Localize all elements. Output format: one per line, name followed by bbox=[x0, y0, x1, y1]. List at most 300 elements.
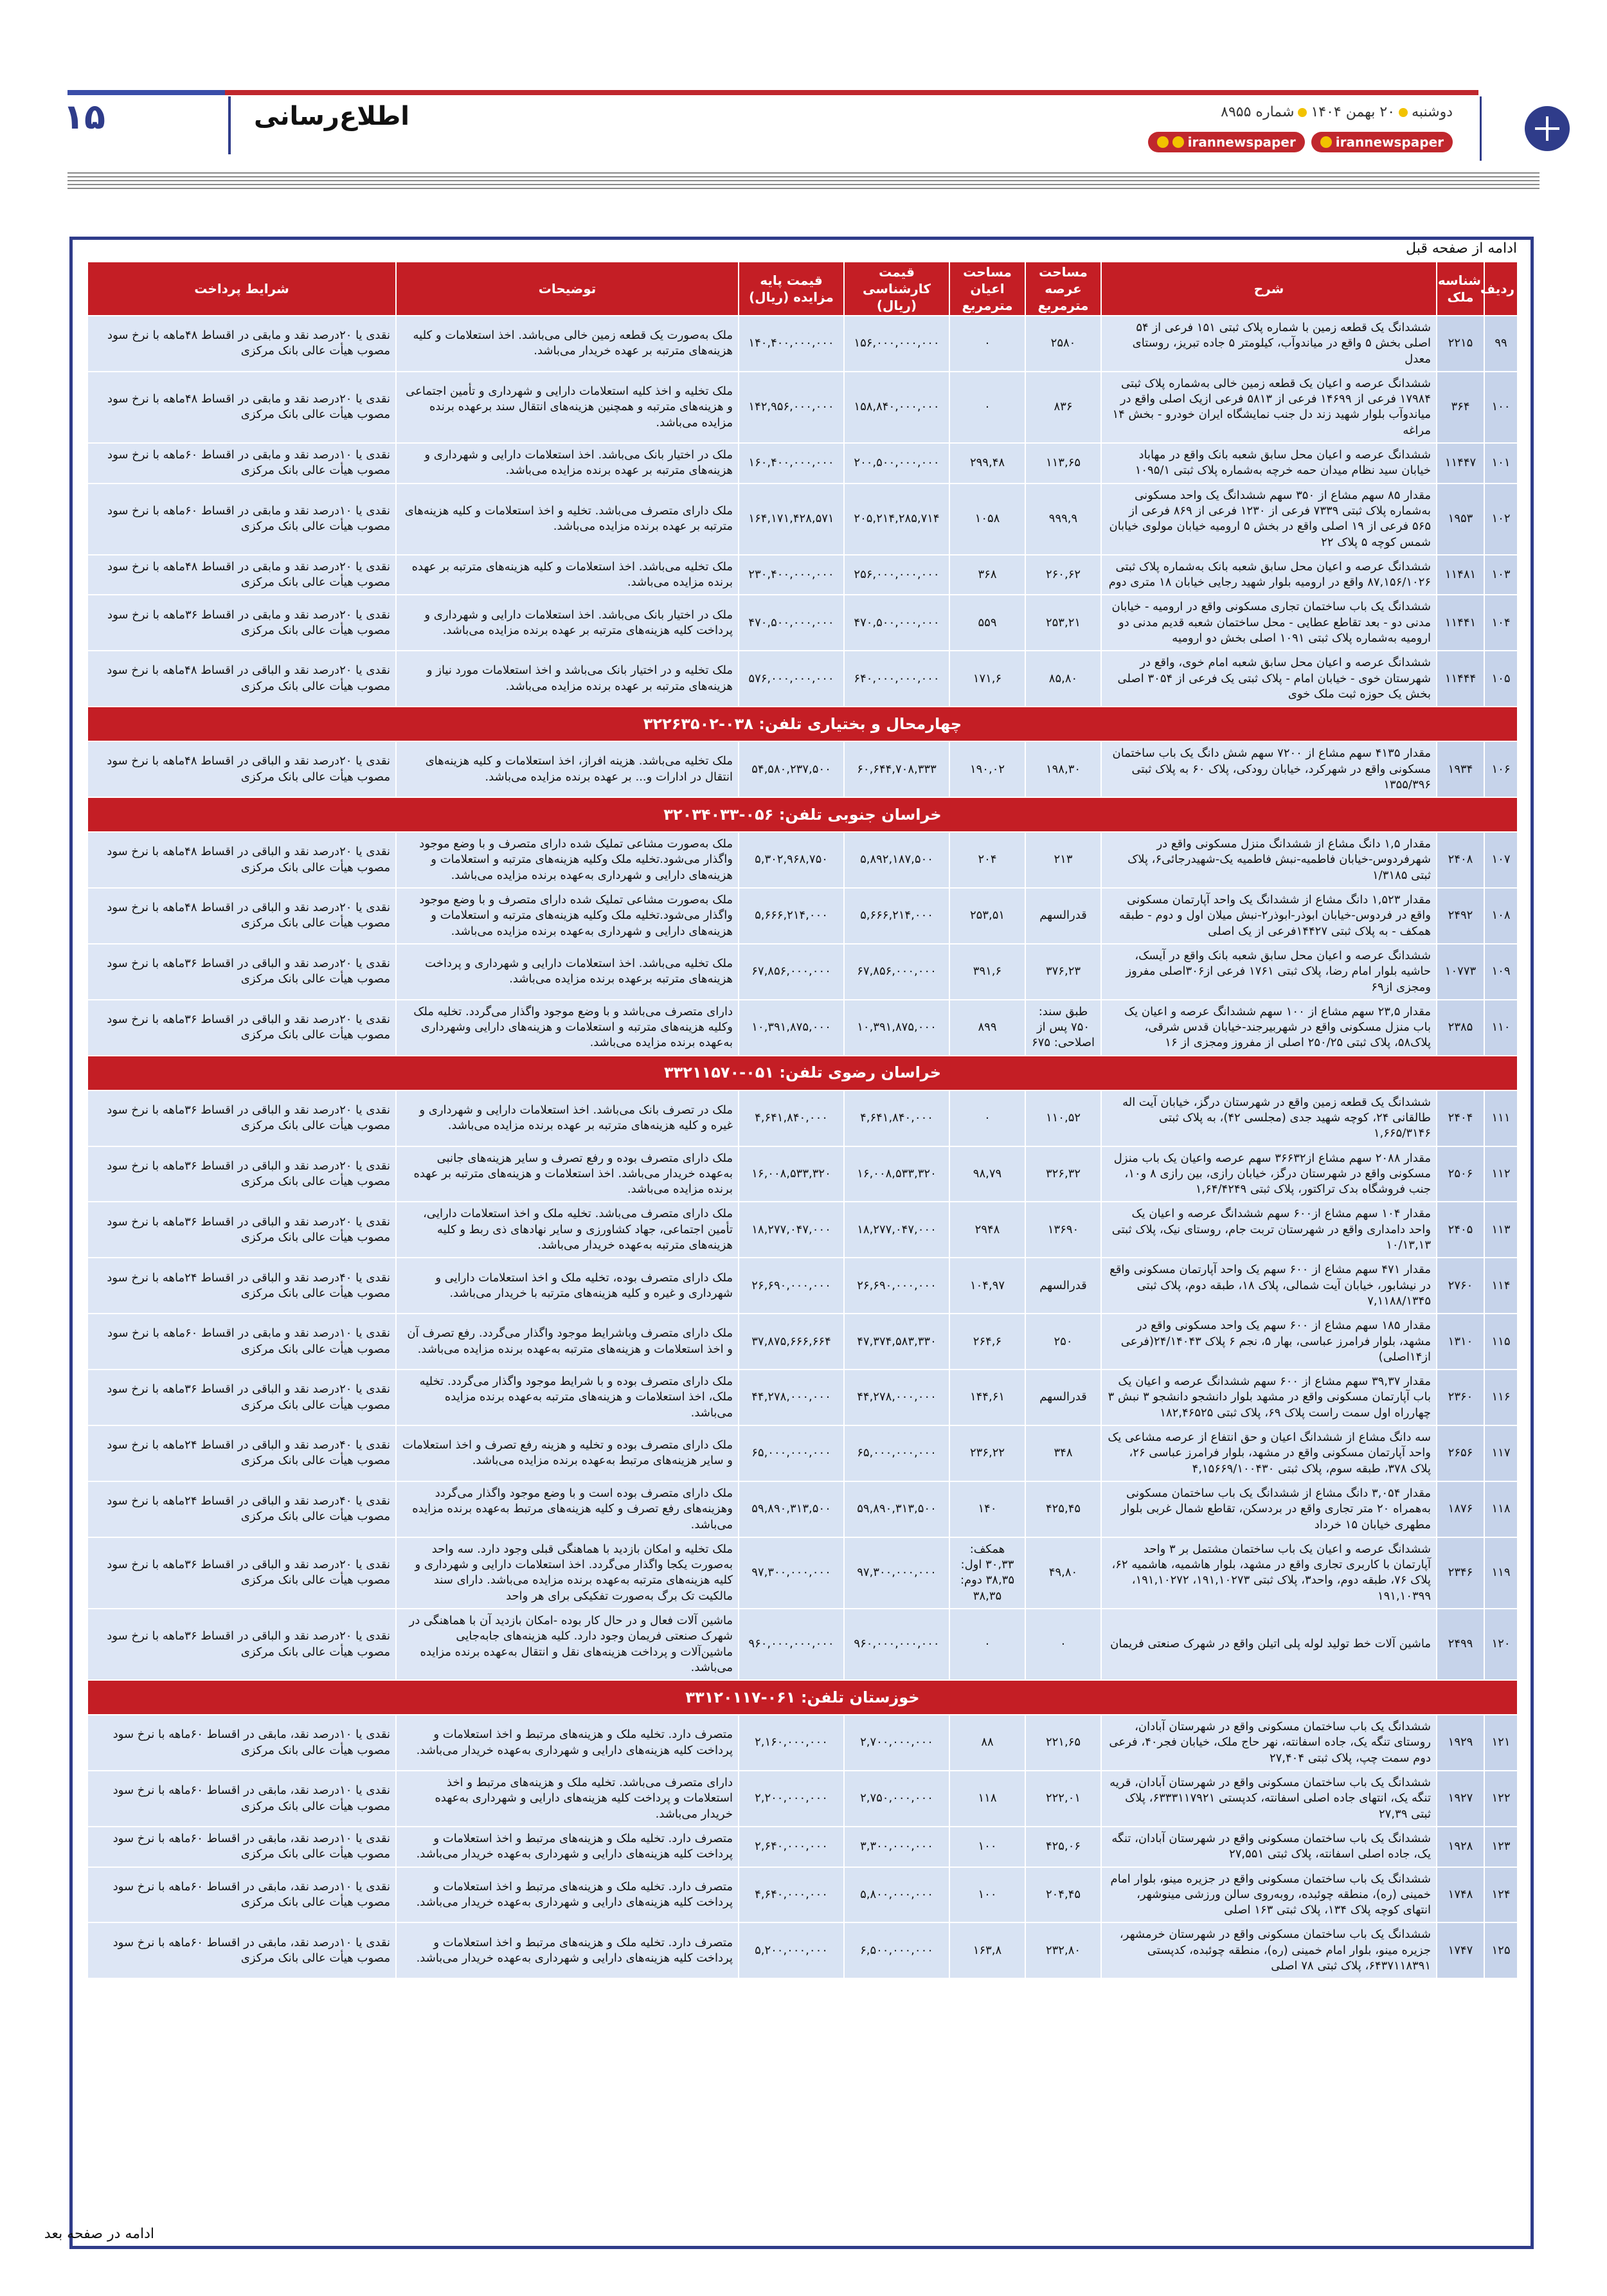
cell-base: ۲۶,۶۹۰,۰۰۰,۰۰۰ bbox=[739, 1258, 844, 1314]
table-row bbox=[87, 484, 1518, 555]
cell-arse: ۸۵,۸۰ bbox=[1025, 651, 1101, 707]
cell-no: ۱۱۸ bbox=[1484, 1481, 1518, 1537]
cell-ayan: ۲۵۳,۵۱ bbox=[949, 888, 1025, 944]
table-row bbox=[87, 1314, 1518, 1369]
cell-expert: ۱۶,۰۰۸,۵۳۳,۳۲۰ bbox=[844, 1146, 949, 1202]
cell-terms: نقدی یا ۲۰درصد نقد و مابقی در اقساط ۴۸ماهه با نرخ سود مصوب هیأت عالی بانک مرکزی bbox=[87, 316, 396, 372]
cell-arse: ۳۴۸ bbox=[1025, 1425, 1101, 1481]
cell-base: ۱۶۴,۱۷۱,۴۲۸,۵۷۱ bbox=[739, 484, 844, 555]
cell-ayan: ۱۴۰ bbox=[949, 1481, 1025, 1537]
cell-no: ۱۲۳ bbox=[1484, 1827, 1518, 1867]
table-row bbox=[87, 1771, 1518, 1827]
cell-ayan: ۱۰۴,۹۷ bbox=[949, 1258, 1025, 1314]
cell-terms: نقدی یا ۱۰درصد نقد، مابقی در اقساط ۶۰ماهه با نرخ سود مصوب هیأت عالی بانک مرکزی bbox=[87, 1715, 396, 1771]
column-header: قیمت کارشناسی (ریال) bbox=[844, 262, 949, 316]
cell-base: ۱۸,۲۷۷,۰۴۷,۰۰۰ bbox=[739, 1202, 844, 1258]
cell-id: ۳۶۴ bbox=[1437, 372, 1484, 443]
cell-desc: مقدار ۱۸۵ سهم مشاع از ۶۰۰ سهم یک واحد مسکونی واقع در مشهد، بلوار فرامرز عباسی، بهار ۵، نجم ۶ پلاک ۲۴/۱۴۰۴۳(فرعی از۱۴اصلی) bbox=[1101, 1314, 1437, 1369]
cell-arse: ۰ bbox=[1025, 1609, 1101, 1680]
cell-expert: ۵,۸۹۲,۱۸۷,۵۰۰ bbox=[844, 832, 949, 888]
date-line bbox=[1221, 104, 1453, 120]
cell-arse: ۱۱۰,۵۲ bbox=[1025, 1090, 1101, 1146]
cell-id: ۲۳۸۵ bbox=[1437, 1000, 1484, 1056]
cell-notes: ملک دارای متصرف می‌باشد. تخلیه ملک و اخذ استعلامات دارایی، تأمین اجتماعی، جهاد کشاورزی و سایر نهادهای ذی ربط و کلیه هزینه‌های مترتبه به‌عهده خریدار می‌باشد. bbox=[396, 1202, 739, 1258]
cell-desc: مقدار ۱,۵ دانگ مشاع از ششدانگ منزل مسکونی واقع در شهرفردوس-خیابان فاطمیه-نبش فاطمیه یک-شهیدرجائی۶، پلاک ثبتی ۱/۳۱۸۵ bbox=[1101, 832, 1437, 888]
cell-expert: ۲۰۵,۲۱۴,۲۸۵,۷۱۴ bbox=[844, 484, 949, 555]
cell-desc: ششدانگ عرصه و اعیان محل سابق شعبه امام خوی، واقع در شهرستان خوی - خیابان امام - پلاک ثبتی یک فرعی از ۳۰۵۴ اصلی بخش یک حوزه ثبت ملک خوی bbox=[1101, 651, 1437, 707]
continued-to: ادامه در صفحه بعد bbox=[44, 2226, 154, 2242]
cell-base: ۵۷۶,۰۰۰,۰۰۰,۰۰۰ bbox=[739, 651, 844, 707]
cell-no: ۱۱۱ bbox=[1484, 1090, 1518, 1146]
cell-id: ۲۴۰۸ bbox=[1437, 832, 1484, 888]
cell-notes: ملک دارای متصرف بوده و با شرایط موجود واگذار می‌گردد. تخلیه ملک، اخذ استعلامات و هزینه‌های مترتبه به‌عهده برنده مزایده می‌باشد. bbox=[396, 1369, 739, 1425]
cell-desc: مقدار ۳,۰۵۴ دانگ مشاع از ششدانگ یک باب ساختمان مسکونی به‌همراه ۲۰ متر تجاری واقع در بردسکن، تقاطع شمال غربی بلوار مطهری خیابان ۱۵ خرداد bbox=[1101, 1481, 1437, 1537]
cell-ayan: ۰ bbox=[949, 372, 1025, 443]
cell-no: ۱۰۳ bbox=[1484, 555, 1518, 595]
cell-terms: نقدی یا ۲۰درصد نقد و الباقی در اقساط ۳۶ماهه با نرخ سود مصوب هیأت عالی بانک مرکزی bbox=[87, 1369, 396, 1425]
cell-terms: نقدی یا ۲۰درصد نقد و الباقی در اقساط ۳۶ماهه با نرخ سود مصوب هیأت عالی بانک مرکزی bbox=[87, 1537, 396, 1609]
cell-arse: ۴۹,۸۰ bbox=[1025, 1537, 1101, 1609]
table-row bbox=[87, 1425, 1518, 1481]
cell-id: ۲۴۹۹ bbox=[1437, 1609, 1484, 1680]
cell-ayan: ۱۹۰,۰۲ bbox=[949, 741, 1025, 797]
cell-expert: ۵۹,۸۹۰,۳۱۳,۵۰۰ bbox=[844, 1481, 949, 1537]
cell-arse: قدرالسهم bbox=[1025, 1369, 1101, 1425]
cell-ayan: ۵۵۹ bbox=[949, 595, 1025, 651]
cell-desc: مقدار ۱۰۴ سهم مشاع از۶۰۰ سهم ششدانگ عرصه و اعیان یک واحد دامداری واقع در شهرستان تربت جام، روستای نیک، پلاک ثبتی ۱۰/۱۳,۱۳ bbox=[1101, 1202, 1437, 1258]
cell-id: ۱۱۴۸۱ bbox=[1437, 555, 1484, 595]
cell-base: ۶۷,۸۵۶,۰۰۰,۰۰۰ bbox=[739, 944, 844, 1000]
cell-ayan: ۱۰۵۸ bbox=[949, 484, 1025, 555]
table-row bbox=[87, 555, 1518, 595]
cell-terms: نقدی یا ۲۰درصد نقد و الباقی در اقساط ۴۸ماهه با نرخ سود مصوب هیأت عالی بانک مرکزی bbox=[87, 741, 396, 797]
cell-notes: ملک در اختیار بانک می‌باشد. اخذ استعلامات دارایی و شهرداری و پرداخت کلیه هزینه‌های مترتبه بر عهده برنده مزایده می‌باشد. bbox=[396, 595, 739, 651]
table-row bbox=[87, 944, 1518, 1000]
table-row bbox=[87, 1090, 1518, 1146]
cell-desc: مقدار ۴۱۳۵ سهم مشاع از ۷۲۰۰ سهم شش دانگ یک باب ساختمان مسکونی واقع در شهرکرد، خیابان رودکی، پلاک ۶۰ به پلاک ثبتی ۱۳۵۵/۳۹۶ bbox=[1101, 741, 1437, 797]
cell-id: ۲۲۱۵ bbox=[1437, 316, 1484, 372]
cell-ayan: ۰ bbox=[949, 1609, 1025, 1680]
table-row bbox=[87, 888, 1518, 944]
cell-terms: نقدی یا ۲۰درصد نقد و مابقی در اقساط ۴۸ماهه با نرخ سود مصوب هیأت عالی بانک مرکزی bbox=[87, 372, 396, 443]
table-row bbox=[87, 1146, 1518, 1202]
cell-notes: ماشین آلات فعال و در حال کار بوده -امکان بازدید آن با هماهنگی در شهرک صنعتی فریمان وجود دارد. کلیه هزینه‌های جابه‌جایی ماشین‌آلات و پرداخت هزینه‌های نقل و انتقال به‌عهده برنده مزایده می‌باشد. bbox=[396, 1609, 739, 1680]
cell-desc: ششدانگ یک باب ساختمان مسکونی واقع در شهرستان آبادان، تنگه یک، جاده اصلی اسفانته، پلاک ثبتی ۲۷,۵۵۱ bbox=[1101, 1827, 1437, 1867]
cell-expert: ۶۵,۰۰۰,۰۰۰,۰۰۰ bbox=[844, 1425, 949, 1481]
table-header-row bbox=[87, 262, 1518, 316]
cell-ayan: ۲۰۴ bbox=[949, 832, 1025, 888]
cell-base: ۱۴۲,۹۵۶,۰۰۰,۰۰۰ bbox=[739, 372, 844, 443]
cell-base: ۹۶۰,۰۰۰,۰۰۰,۰۰۰ bbox=[739, 1609, 844, 1680]
cell-expert: ۴۷,۳۷۴,۵۸۳,۳۳۰ bbox=[844, 1314, 949, 1369]
region-title: خوزستان تلفن: ۰۶۱-۳۳۱۲۰۱۱۷ bbox=[87, 1680, 1518, 1715]
cell-notes: ملک تخلیه و امکان بازدید با هماهنگی قبلی وجود دارد. سه واحد به‌صورت یکجا واگذار می‌گردد. اخذ استعلامات دارایی و شهرداری و کلیه هزینه‌های مترتبه به‌عهده برنده مزایده می‌باشد. دارای سند مالکیت تک برگ به‌صورت تفکیکی برای هر واحد bbox=[396, 1537, 739, 1609]
cell-expert: ۶۴۰,۰۰۰,۰۰۰,۰۰۰ bbox=[844, 651, 949, 707]
cell-id: ۱۸۷۶ bbox=[1437, 1481, 1484, 1537]
cell-notes: ملک به‌صورت مشاعی تملیک شده دارای متصرف و با وضع موجود واگذار می‌شود.تخلیه ملک وکلیه هزینه‌های مترتبه و استعلامات و هزینه‌های دارایی و شهرداری به‌عهده برنده مزایده می‌باشد. bbox=[396, 888, 739, 944]
table-row bbox=[87, 443, 1518, 484]
cell-base: ۴,۶۴۱,۸۴۰,۰۰۰ bbox=[739, 1090, 844, 1146]
cell-desc: ششدانگ عرصه و اعیان محل سابق شعبه بانک واقع در آیسک، حاشیه بلوار امام رضا، پلاک ثبتی ۱۷۶۱ فرعی از۳۰۶اصلی مفروز ومجزی از۶۹ bbox=[1101, 944, 1437, 1000]
cell-no: ۱۱۹ bbox=[1484, 1537, 1518, 1609]
cell-arse: ۲۲۲,۰۱ bbox=[1025, 1771, 1101, 1827]
region-header-row bbox=[87, 1680, 1518, 1715]
cell-base: ۱۰,۳۹۱,۸۷۵,۰۰۰ bbox=[739, 1000, 844, 1056]
region-header-row bbox=[87, 797, 1518, 832]
table-row bbox=[87, 1537, 1518, 1609]
cell-desc: ششدانگ عرصه و اعیان محل سابق شعبه بانک واقع در مهاباد خیابان سید نظام میدان حمه خرچه به‌شماره پلاک ثبتی ۱۰۹۵/۱ bbox=[1101, 443, 1437, 484]
cell-ayan: ۱۴۴,۶۱ bbox=[949, 1369, 1025, 1425]
cell-base: ۵,۲۰۰,۰۰۰,۰۰۰ bbox=[739, 1922, 844, 1978]
cell-id: ۱۷۴۸ bbox=[1437, 1867, 1484, 1923]
cell-notes: ملک دارای متصرف می‌باشد. تخلیه و اخذ استعلامات و کلیه هزینه‌های مترتبه بر عهده برنده مزایده می‌باشد. bbox=[396, 484, 739, 555]
cell-terms: نقدی یا ۱۰درصد نقد، مابقی در اقساط ۶۰ماهه با نرخ سود مصوب هیأت عالی بانک مرکزی bbox=[87, 1827, 396, 1867]
cell-desc: ششدانگ یک قطعه زمین با شماره پلاک ثبتی ۱۵۱ فرعی از ۵۴ اصلی بخش ۵ واقع در میاندوآب، کیلومتر ۵ جاده تبریز، روستای معدل bbox=[1101, 316, 1437, 372]
cell-no: ۱۱۲ bbox=[1484, 1146, 1518, 1202]
cell-id: ۱۹۲۸ bbox=[1437, 1827, 1484, 1867]
cell-notes: ملک در اختیار بانک می‌باشد. اخذ استعلامات دارایی و شهرداری و هزینه‌های مترتبه بر عهده برنده مزایده می‌باشد. bbox=[396, 443, 739, 484]
cell-expert: ۴۷۰,۵۰۰,۰۰۰,۰۰۰ bbox=[844, 595, 949, 651]
cell-no: ۱۰۵ bbox=[1484, 651, 1518, 707]
cell-id: ۱۳۱۰ bbox=[1437, 1314, 1484, 1369]
cell-arse: ۱۹۸,۳۰ bbox=[1025, 741, 1101, 797]
cell-notes: ملک به‌صورت یک قطعه زمین خالی می‌باشد. اخذ استعلامات و کلیه هزینه‌های مترتبه بر عهده خریدار می‌باشد. bbox=[396, 316, 739, 372]
cell-no: ۱۱۳ bbox=[1484, 1202, 1518, 1258]
cell-expert: ۵,۸۰۰,۰۰۰,۰۰۰ bbox=[844, 1867, 949, 1923]
cell-desc: ششدانگ یک باب ساختمان مسکونی واقع در شهرستان آبادان، روستای تنگه یک، جاده اسفانته، نهر حاج ملک، خیابان فجر۴۰، فرعی دوم سمت چپ، پلاک ثبتی ۲۷,۴۰۴ bbox=[1101, 1715, 1437, 1771]
cell-arse: ۱۱۳,۶۵ bbox=[1025, 443, 1101, 484]
cell-expert: ۵,۶۶۶,۲۱۴,۰۰۰ bbox=[844, 888, 949, 944]
cell-id: ۱۹۲۹ bbox=[1437, 1715, 1484, 1771]
table-row bbox=[87, 1258, 1518, 1314]
cell-base: ۱۶۰,۴۰۰,۰۰۰,۰۰۰ bbox=[739, 443, 844, 484]
region-title: چهارمحال و بختیاری تلفن: ۰۳۸-۳۲۲۶۳۵۰۲ bbox=[87, 707, 1518, 741]
cell-terms: نقدی یا ۱۰درصد نقد، مابقی در اقساط ۶۰ماهه با نرخ سود مصوب هیأت عالی بانک مرکزی bbox=[87, 1922, 396, 1978]
cell-notes: ملک دارای متصرف بوده است و با وضع موجود واگذار می‌گردد وهزینه‌های رفع تصرف و کلیه هزینه‌های مرتبط به‌عهده برنده مزایده می‌باشد. bbox=[396, 1481, 739, 1537]
cell-base: ۲,۲۰۰,۰۰۰,۰۰۰ bbox=[739, 1771, 844, 1827]
cell-base: ۲,۱۶۰,۰۰۰,۰۰۰ bbox=[739, 1715, 844, 1771]
cell-no: ۱۲۲ bbox=[1484, 1771, 1518, 1827]
cell-no: ۱۲۰ bbox=[1484, 1609, 1518, 1680]
weekday: دوشنبه bbox=[1412, 104, 1453, 120]
column-header: توضیحات bbox=[396, 262, 739, 316]
cell-base: ۵,۳۰۲,۹۶۸,۷۵۰ bbox=[739, 832, 844, 888]
table-row bbox=[87, 595, 1518, 651]
cell-ayan: ۱۱۸ bbox=[949, 1771, 1025, 1827]
cell-desc: ششدانگ عرصه و اعیان یک قطعه زمین خالی به‌شماره پلاک ثبتی ۱۷۹۸۴ فرعی از ۱۴۶۹۹ فرعی از ۵۸۱۳ فرعی ازیک اصلی واقع در میاندوآب بلوار شهید زند دل جنب نمایشگاه ایران خودرو - بخش ۱۴ مراغه bbox=[1101, 372, 1437, 443]
instagram-icon bbox=[1172, 136, 1184, 148]
cell-base: ۱۶,۰۰۸,۵۳۳,۳۲۰ bbox=[739, 1146, 844, 1202]
header-divider bbox=[228, 96, 231, 154]
cell-expert: ۴۴,۲۷۸,۰۰۰,۰۰۰ bbox=[844, 1369, 949, 1425]
cell-notes: دارای متصرف می‌باشد و با وضع موجود واگذار می‌گردد. تخلیه ملک وکلیه هزینه‌های مترتبه و استعلامات و هزینه‌های دارایی وشهرداری به‌عهده برنده مزایده می‌باشد. bbox=[396, 1000, 739, 1056]
social-site[interactable]: irannewspaper bbox=[1311, 132, 1453, 152]
cell-ayan: ۲۹۹,۴۸ bbox=[949, 443, 1025, 484]
cell-arse: ۳۲۶,۳۲ bbox=[1025, 1146, 1101, 1202]
cell-id: ۱۹۵۳ bbox=[1437, 484, 1484, 555]
cell-notes: متصرف دارد. تخلیه ملک و هزینه‌های مرتبط و اخذ استعلامات و پرداخت کلیه هزینه‌های دارایی و شهرداری به‌عهده خریدار می‌باشد. bbox=[396, 1922, 739, 1978]
cell-terms: نقدی یا ۲۰درصد نقد و الباقی در اقساط ۳۶ماهه با نرخ سود مصوب هیأت عالی بانک مرکزی bbox=[87, 1146, 396, 1202]
header-rule-blue bbox=[67, 90, 225, 95]
cell-notes: ملک تخلیه و در اختیار بانک می‌باشد و اخذ استعلامات مورد نیاز و هزینه‌های مترتبه بر عهده برنده مزایده می‌باشد. bbox=[396, 651, 739, 707]
cell-terms: نقدی یا ۱۰درصد نقد و مابقی در اقساط ۶۰ماهه با نرخ سود مصوب هیأت عالی بانک مرکزی bbox=[87, 1314, 396, 1369]
cell-desc: ششدانگ عرصه و اعیان یک باب ساختمان مشتمل بر ۳ واحد آپارتمان با کاربری تجاری واقع در مشهد، بلوار هاشمیه، هاشمیه ۶۲، پلاک ۷۶، طبقه دوم، واحد۳، پلاک ثبتی ۱۹۱,۱۰۲۷۳، ۱۹۱,۱۰۲۷۲، ۱۹۱,۱۰۳۹۹ bbox=[1101, 1537, 1437, 1609]
page-number: ۱۵ bbox=[63, 96, 105, 137]
cell-base: ۵۴,۵۸۰,۲۳۷,۵۰۰ bbox=[739, 741, 844, 797]
column-header: مساحت اعیان مترمربع bbox=[949, 262, 1025, 316]
cell-no: ۱۱۵ bbox=[1484, 1314, 1518, 1369]
masthead bbox=[0, 0, 1607, 193]
cell-id: ۱۰۷۷۳ bbox=[1437, 944, 1484, 1000]
cell-expert: ۴,۶۴۱,۸۴۰,۰۰۰ bbox=[844, 1090, 949, 1146]
cell-arse: ۱۳۶۹۰ bbox=[1025, 1202, 1101, 1258]
social-telegram[interactable]: irannewspaper bbox=[1148, 132, 1305, 152]
table-row bbox=[87, 1922, 1518, 1978]
date: ۲۰ بهمن ۱۴۰۴ bbox=[1311, 104, 1396, 120]
cell-id: ۱۹۳۴ bbox=[1437, 741, 1484, 797]
cell-terms: نقدی یا ۴۰درصد نقد و الباقی در اقساط ۲۴ماهه با نرخ سود مصوب هیأت عالی بانک مرکزی bbox=[87, 1481, 396, 1537]
cell-desc: ششدانگ یک باب ساختمان مسکونی واقع در شهرستان آبادان، قریه تنگه یک، انتهای جاده اصلی اسفانته، کدپستی ۶۳۳۳۱۱۷۹۲۱، پلاک ثبتی ۲۷,۳۹ bbox=[1101, 1771, 1437, 1827]
cell-id: ۲۳۴۶ bbox=[1437, 1537, 1484, 1609]
table-row bbox=[87, 741, 1518, 797]
cell-ayan: ۸۹۹ bbox=[949, 1000, 1025, 1056]
section-title: اطلاع‌رسانی bbox=[254, 102, 409, 131]
header-divider-right bbox=[1480, 96, 1482, 161]
cell-base: ۴۷۰,۵۰۰,۰۰۰,۰۰۰ bbox=[739, 595, 844, 651]
cell-expert: ۶,۵۰۰,۰۰۰,۰۰۰ bbox=[844, 1922, 949, 1978]
cell-id: ۲۷۶۰ bbox=[1437, 1258, 1484, 1314]
cell-no: ۱۰۴ bbox=[1484, 595, 1518, 651]
cell-ayan: همکف: ۳۰,۳۳ اول: ۳۸,۳۵ دوم: ۳۸,۳۵ bbox=[949, 1537, 1025, 1609]
cell-no: ۱۲۱ bbox=[1484, 1715, 1518, 1771]
cell-expert: ۶۷,۸۵۶,۰۰۰,۰۰۰ bbox=[844, 944, 949, 1000]
table-row bbox=[87, 316, 1518, 372]
cell-ayan: ۱۶۳,۸ bbox=[949, 1922, 1025, 1978]
globe-icon bbox=[1320, 136, 1332, 148]
region-title: خراسان جنوبی تلفن: ۰۵۶-۳۲۰۳۴۰۳۳ bbox=[87, 797, 1518, 832]
table-row bbox=[87, 1202, 1518, 1258]
cell-id: ۱۱۴۴۷ bbox=[1437, 443, 1484, 484]
cell-desc: ششدانگ عرصه و اعیان محل سابق شعبه بانک به‌شماره پلاک ثبتی ۸۷,۱۵۶/۱۰۲۶ واقع در ارومیه بلوار شهید رجایی خیابان ۱۸ متری دوم bbox=[1101, 555, 1437, 595]
cell-base: ۶۵,۰۰۰,۰۰۰,۰۰۰ bbox=[739, 1425, 844, 1481]
cell-arse: ۲۶۰,۶۲ bbox=[1025, 555, 1101, 595]
cell-arse: قدرالسهم bbox=[1025, 1258, 1101, 1314]
cell-terms: نقدی یا ۲۰درصد نقد و الباقی در اقساط ۴۸ماهه با نرخ سود مصوب هیأت عالی بانک مرکزی bbox=[87, 888, 396, 944]
cell-id: ۲۶۵۶ bbox=[1437, 1425, 1484, 1481]
cell-base: ۳۷,۸۷۵,۶۶۶,۶۶۴ bbox=[739, 1314, 844, 1369]
table-row bbox=[87, 1481, 1518, 1537]
cell-ayan: ۲۶۴,۶ bbox=[949, 1314, 1025, 1369]
cell-id: ۱۱۴۴۴ bbox=[1437, 651, 1484, 707]
cell-no: ۱۱۷ bbox=[1484, 1425, 1518, 1481]
cell-arse: طبق سند: ۷۵۰ پس از اصلاحی: ۶۷۵ bbox=[1025, 1000, 1101, 1056]
cell-expert: ۲۰۰,۵۰۰,۰۰۰,۰۰۰ bbox=[844, 443, 949, 484]
cell-ayan: ۲۳۶,۲۲ bbox=[949, 1425, 1025, 1481]
table-row bbox=[87, 372, 1518, 443]
table-row bbox=[87, 1609, 1518, 1680]
cell-expert: ۶۰,۶۴۴,۷۰۸,۳۳۳ bbox=[844, 741, 949, 797]
cell-arse: ۹۹۹,۹ bbox=[1025, 484, 1101, 555]
cell-arse: ۴۲۵,۰۶ bbox=[1025, 1827, 1101, 1867]
cell-ayan: ۱۷۱,۶ bbox=[949, 651, 1025, 707]
continued-from: ادامه از صفحه قبل bbox=[1406, 240, 1517, 257]
cell-ayan: ۱۰۰ bbox=[949, 1827, 1025, 1867]
cell-notes: ملک در تصرف بانک می‌باشد. اخذ استعلامات دارایی و شهرداری و غیره و کلیه هزینه‌های مترتبه بر عهده برنده مزایده می‌باشد. bbox=[396, 1090, 739, 1146]
cell-arse: قدرالسهم bbox=[1025, 888, 1101, 944]
cell-id: ۲۴۹۲ bbox=[1437, 888, 1484, 944]
cell-expert: ۹۶۰,۰۰۰,۰۰۰,۰۰۰ bbox=[844, 1609, 949, 1680]
cell-expert: ۲۵۶,۰۰۰,۰۰۰,۰۰۰ bbox=[844, 555, 949, 595]
cell-desc: ماشین آلات خط تولید لوله پلی اتیلن واقع در شهرک صنعتی فریمان bbox=[1101, 1609, 1437, 1680]
cell-no: ۱۱۶ bbox=[1484, 1369, 1518, 1425]
cell-ayan: ۰ bbox=[949, 316, 1025, 372]
plus-icon bbox=[1525, 106, 1570, 151]
cell-terms: نقدی یا ۲۰درصد نقد و الباقی در اقساط ۳۶ماهه با نرخ سود مصوب هیأت عالی بانک مرکزی bbox=[87, 1090, 396, 1146]
table-row bbox=[87, 1715, 1518, 1771]
cell-notes: ملک تخلیه می‌باشد. اخذ استعلامات و کلیه هزینه‌های مترتبه بر عهده برنده مزایده می‌باشد. bbox=[396, 555, 739, 595]
cell-base: ۴,۶۴۰,۰۰۰,۰۰۰ bbox=[739, 1867, 844, 1923]
cell-base: ۵۹,۸۹۰,۳۱۳,۵۰۰ bbox=[739, 1481, 844, 1537]
cell-desc: ششدانگ یک باب ساختمان مسکونی واقع در جزیره مینو، بلوار امام خمینی (ره)، منطقه چوئبده، روبه‌روی سالن ورزشی مینوشهر، انتهای کوچه پلاک ۱۳۴، پلاک ثبتی ۱۶۳ اصلی bbox=[1101, 1867, 1437, 1923]
cell-terms: نقدی یا ۲۰درصد نقد و مابقی در اقساط ۳۶ماهه با نرخ سود مصوب هیأت عالی بانک مرکزی bbox=[87, 595, 396, 651]
cell-terms: نقدی یا ۲۰درصد نقد و الباقی در اقساط ۳۶ماهه با نرخ سود مصوب هیأت عالی بانک مرکزی bbox=[87, 1609, 396, 1680]
cell-arse: ۲۲۱,۶۵ bbox=[1025, 1715, 1101, 1771]
cell-arse: ۲۰۴,۴۵ bbox=[1025, 1867, 1101, 1923]
cell-expert: ۱۵۸,۸۴۰,۰۰۰,۰۰۰ bbox=[844, 372, 949, 443]
cell-notes: ملک به‌صورت مشاعی تملیک شده دارای متصرف و با وضع موجود واگذار می‌شود.تخلیه ملک وکلیه هزینه‌های مترتبه و استعلامات و هزینه‌های دارایی و شهرداری به‌عهده برنده مزایده می‌باشد. bbox=[396, 832, 739, 888]
column-header: شرح bbox=[1101, 262, 1437, 316]
dot-icon bbox=[1399, 108, 1408, 117]
cell-notes: متصرف دارد. تخلیه ملک و هزینه‌های مرتبط و اخذ استعلامات و پرداخت کلیه هزینه‌های دارایی و شهرداری به‌عهده خریدار می‌باشد. bbox=[396, 1827, 739, 1867]
cell-desc: سه دانگ مشاع از ششدانگ اعیان و حق انتفاع از عرصه مشاعی یک واحد آپارتمان مسکونی واقع در مشهد، بلوار فرامرز عباسی ۲۶، پلاک ۳۷۸، طبقه سوم، پلاک ثبتی ۴,۱۵۶۶۹/۱۰۰۴۳۰ bbox=[1101, 1425, 1437, 1481]
cell-id: ۲۴۰۵ bbox=[1437, 1202, 1484, 1258]
cell-expert: ۲,۷۰۰,۰۰۰,۰۰۰ bbox=[844, 1715, 949, 1771]
cell-notes: ملک دارای متصرف بوده و تخلیه و هزینه رفع تصرف و اخذ استعلامات و سایر هزینه‌های مرتبط به‌عهده برنده مزایده می‌باشد. bbox=[396, 1425, 739, 1481]
auction-table bbox=[87, 261, 1518, 1979]
cell-desc: مقدار ۸۵ سهم مشاع از ۳۵۰ سهم ششدانگ یک واحد مسکونی به‌شماره پلاک ثبتی ۷۳۳۹ فرعی از ۱۲۳۰ فرعی از ۸۶۹ فرعی از ۵۶۵ فرعی از ۱۹ اصلی واقع در بخش ۵ ارومیه خیابان مولوی خیابان شمس کوچه ۵ پلاک ۲۲ bbox=[1101, 484, 1437, 555]
cell-desc: مقدار ۴۷۱ سهم مشاع از ۶۰۰ سهم یک واحد آپارتمان مسکونی واقع در نیشابور، خیابان آیت شمالی، پلاک ۱۸، طبقه دوم، پلاک ثبتی ۷,۱۱۸۸/۱۳۴۵ bbox=[1101, 1258, 1437, 1314]
cell-arse: ۲۳۲,۸۰ bbox=[1025, 1922, 1101, 1978]
cell-expert: ۱۰,۳۹۱,۸۷۵,۰۰۰ bbox=[844, 1000, 949, 1056]
cell-arse: ۴۲۵,۴۵ bbox=[1025, 1481, 1101, 1537]
cell-terms: نقدی یا ۲۰درصد نقد و الباقی در اقساط ۳۶ماهه با نرخ سود مصوب هیأت عالی بانک مرکزی bbox=[87, 944, 396, 1000]
cell-desc: مقدار ۲۰۸۸ سهم مشاع از۳۶۶۳۲ سهم عرصه واعیان یک باب منزل مسکونی واقع در شهرستان درگز، خیابان رازی، بین رازی ۸ و۱۰، جنب فروشگاه بدک تراکتور، پلاک ثبتی ۱,۶۴/۴۲۴۹ bbox=[1101, 1146, 1437, 1202]
cell-notes: دارای متصرف می‌باشد. تخلیه ملک و هزینه‌های مرتبط و اخذ استعلامات و پرداخت کلیه هزینه‌های دارایی و شهرداری به‌عهده خریدار می‌باشد. bbox=[396, 1771, 739, 1827]
cell-desc: مقدار ۱,۵۲۳ دانگ مشاع از ششدانگ یک واحد آپارتمان مسکونی واقع در فردوس-خیابان ابوذر-ابوذر۲-نبش میلان اول و دوم - طبقه همکف - به پلاک ثبتی ۱۴۴۲۷فرعی از یک اصلی bbox=[1101, 888, 1437, 944]
cell-terms: نقدی یا ۴۰درصد نقد و الباقی در اقساط ۲۴ماهه با نرخ سود مصوب هیأت عالی بانک مرکزی bbox=[87, 1425, 396, 1481]
cell-terms: نقدی یا ۱۰درصد نقد و مابقی در اقساط ۶۰ماهه با نرخ سود مصوب هیأت عالی بانک مرکزی bbox=[87, 484, 396, 555]
cell-no: ۱۱۴ bbox=[1484, 1258, 1518, 1314]
column-header: مساحت عرصه مترمربع bbox=[1025, 262, 1101, 316]
table-row bbox=[87, 1827, 1518, 1867]
cell-no: ۱۰۲ bbox=[1484, 484, 1518, 555]
cell-no: ۱۰۰ bbox=[1484, 372, 1518, 443]
cell-notes: متصرف دارد. تخلیه ملک و هزینه‌های مرتبط و اخذ استعلامات و پرداخت کلیه هزینه‌های دارایی و شهرداری به‌عهده خریدار می‌باشد. bbox=[396, 1867, 739, 1923]
cell-terms: نقدی یا ۲۰درصد نقد و الباقی در اقساط ۴۸ماهه با نرخ سود مصوب هیأت عالی بانک مرکزی bbox=[87, 832, 396, 888]
social-links bbox=[1148, 132, 1453, 152]
cell-expert: ۹۷,۳۰۰,۰۰۰,۰۰۰ bbox=[844, 1537, 949, 1609]
cell-id: ۲۵۰۶ bbox=[1437, 1146, 1484, 1202]
cell-ayan: ۰ bbox=[949, 1090, 1025, 1146]
cell-expert: ۱۸,۲۷۷,۰۴۷,۰۰۰ bbox=[844, 1202, 949, 1258]
column-header: قیمت پایه مزایده (ریال) bbox=[739, 262, 844, 316]
cell-notes: ملک تخلیه می‌باشد. هزینه افراز، اخذ استعلامات و کلیه هزینه‌های انتقال در ادارات و... بر عهده برنده مزایده می‌باشد. bbox=[396, 741, 739, 797]
cell-id: ۱۷۴۷ bbox=[1437, 1922, 1484, 1978]
cell-notes: ملک تخلیه و اخذ کلیه استعلامات دارایی و شهرداری و تأمین اجتماعی و هزینه‌های مترتبه و همچنین هزینه‌های انتقال سند برعهده برنده مزایده می‌باشد. bbox=[396, 372, 739, 443]
table-row bbox=[87, 1867, 1518, 1923]
cell-terms: نقدی یا ۲۰درصد نقد و الباقی در اقساط ۳۶ماهه با نرخ سود مصوب هیأت عالی بانک مرکزی bbox=[87, 1000, 396, 1056]
cell-desc: ششدانگ یک باب ساختمان مسکونی واقع در شهرستان خرمشهر، جزیره مینو، بلوار امام خمینی (ره)، منطقه چوئبده، کدپستی ۶۴۳۷۱۱۸۳۹۱، پلاک ثبتی ۷۸ اصلی bbox=[1101, 1922, 1437, 1978]
cell-expert: ۲,۷۵۰,۰۰۰,۰۰۰ bbox=[844, 1771, 949, 1827]
cell-no: ۱۰۸ bbox=[1484, 888, 1518, 944]
cell-arse: ۲۵۳,۲۱ bbox=[1025, 595, 1101, 651]
cell-base: ۹۷,۳۰۰,۰۰۰,۰۰۰ bbox=[739, 1537, 844, 1609]
cell-notes: ملک دارای متصرف وباشرایط موجود واگذار می‌گردد. رفع تصرف آن و اخذ استعلامات و هزینه‌های مترتبه به‌عهده برنده مزایده می‌باشد. bbox=[396, 1314, 739, 1369]
cell-notes: ملک تخلیه می‌باشد. اخذ استعلامات دارایی و شهرداری و پرداخت هزینه‌های مترتبه برعهده برنده مزایده می‌باشد. bbox=[396, 944, 739, 1000]
cell-terms: نقدی یا ۲۰درصد نقد و الباقی در اقساط ۳۶ماهه با نرخ سود مصوب هیأت عالی بانک مرکزی bbox=[87, 1202, 396, 1258]
cell-ayan: ۹۸,۷۹ bbox=[949, 1146, 1025, 1202]
cell-no: ۱۲۴ bbox=[1484, 1867, 1518, 1923]
cell-terms: نقدی یا ۱۰درصد نقد و مابقی در اقساط ۶۰ماهه با نرخ سود مصوب هیأت عالی بانک مرکزی bbox=[87, 443, 396, 484]
cell-arse: ۲۵۰ bbox=[1025, 1314, 1101, 1369]
cell-arse: ۲۱۳ bbox=[1025, 832, 1101, 888]
cell-no: ۱۲۵ bbox=[1484, 1922, 1518, 1978]
cell-base: ۱۴۰,۴۰۰,۰۰۰,۰۰۰ bbox=[739, 316, 844, 372]
cell-arse: ۸۳۶ bbox=[1025, 372, 1101, 443]
cell-notes: متصرف دارد. تخلیه ملک و هزینه‌های مرتبط و اخذ استعلامات و پرداخت کلیه هزینه‌های دارایی و شهرداری به‌عهده خریدار می‌باشد. bbox=[396, 1715, 739, 1771]
cell-notes: ملک دارای متصرف بوده و رفع تصرف و سایر هزینه‌های جانبی به‌عهده خریدار می‌باشد. اخذ استعلامات و هزینه‌های مترتبه بر عهده برنده مزایده می‌باشد. bbox=[396, 1146, 739, 1202]
cell-base: ۴۴,۲۷۸,۰۰۰,۰۰۰ bbox=[739, 1369, 844, 1425]
cell-no: ۱۰۷ bbox=[1484, 832, 1518, 888]
cell-id: ۲۴۰۴ bbox=[1437, 1090, 1484, 1146]
table-row bbox=[87, 651, 1518, 707]
cell-terms: نقدی یا ۱۰درصد نقد، مابقی در اقساط ۶۰ماهه با نرخ سود مصوب هیأت عالی بانک مرکزی bbox=[87, 1771, 396, 1827]
column-header: ردیف bbox=[1484, 262, 1518, 316]
cell-no: ۱۰۹ bbox=[1484, 944, 1518, 1000]
cell-desc: مقدار ۳۹,۳۷ سهم مشاع از ۶۰۰ سهم ششدانگ عرصه و اعیان یک باب آپارتمان مسکونی واقع در مشهد بلوار دانشجو دانشجو ۳ نبش ۳ چهارراه اول سمت راست پلاک ۶۹، پلاک ثبتی ۱۸۲,۴۶۵۲۵ bbox=[1101, 1369, 1437, 1425]
cell-desc: مقدار ۲۳,۵ سهم مشاع از ۱۰۰ سهم ششدانگ عرصه و اعیان یک باب منزل مسکونی واقع در شهربیرجند-خیابان قدس شرقی، پلاک۵۸، پلاک ثبتی ۲۵۰/۲۵ اصلی از مفروز ومجزی از ۱۶ bbox=[1101, 1000, 1437, 1056]
cell-desc: ششدانگ یک باب ساختمان تجاری مسکونی واقع در ارومیه - خیابان مدنی دو - بعد تقاطع عطایی - محل ساختمان شعبه قدیم مدنی دو ارومیه به‌شماره پلاک ثبتی ۱۰۹۱ اصلی بخش دو ارومیه bbox=[1101, 595, 1437, 651]
cell-arse: ۳۷۶,۲۳ bbox=[1025, 944, 1101, 1000]
table-row bbox=[87, 832, 1518, 888]
cell-no: ۱۰۶ bbox=[1484, 741, 1518, 797]
cell-base: ۲,۶۴۰,۰۰۰,۰۰۰ bbox=[739, 1827, 844, 1867]
cell-notes: ملک دارای متصرف بوده، تخلیه ملک و اخذ استعلامات دارایی و شهرداری و غیره و کلیه هزینه‌های مترتبه با خریدار می‌باشد. bbox=[396, 1258, 739, 1314]
cell-base: ۲۳۰,۴۰۰,۰۰۰,۰۰۰ bbox=[739, 555, 844, 595]
cell-expert: ۱۵۶,۰۰۰,۰۰۰,۰۰۰ bbox=[844, 316, 949, 372]
cell-terms: نقدی یا ۲۰درصد نقد و الباقی در اقساط ۴۸ماهه با نرخ سود مصوب هیأت عالی بانک مرکزی bbox=[87, 651, 396, 707]
cell-ayan: ۲۹۴۸ bbox=[949, 1202, 1025, 1258]
cell-ayan: ۱۰۰ bbox=[949, 1867, 1025, 1923]
region-title: خراسان رضوی تلفن: ۰۵۱-۳۳۲۱۱۵۷۰ bbox=[87, 1056, 1518, 1090]
table-row bbox=[87, 1369, 1518, 1425]
cell-no: ۱۰۱ bbox=[1484, 443, 1518, 484]
cell-ayan: ۳۹۱,۶ bbox=[949, 944, 1025, 1000]
cell-no: ۱۱۰ bbox=[1484, 1000, 1518, 1056]
cell-ayan: ۳۶۸ bbox=[949, 555, 1025, 595]
telegram-icon bbox=[1157, 136, 1169, 148]
region-header-row bbox=[87, 1056, 1518, 1090]
header-stripes bbox=[67, 172, 1540, 189]
cell-arse: ۲۵۸۰ bbox=[1025, 316, 1101, 372]
cell-ayan: ۸۸ bbox=[949, 1715, 1025, 1771]
header-rule-red bbox=[225, 90, 1478, 95]
table-body bbox=[87, 316, 1518, 1978]
column-header: شرایط پرداخت bbox=[87, 262, 396, 316]
cell-expert: ۲۶,۶۹۰,۰۰۰,۰۰۰ bbox=[844, 1258, 949, 1314]
issue-number: شماره ۸۹۵۵ bbox=[1221, 104, 1295, 120]
dot-icon bbox=[1298, 108, 1307, 117]
